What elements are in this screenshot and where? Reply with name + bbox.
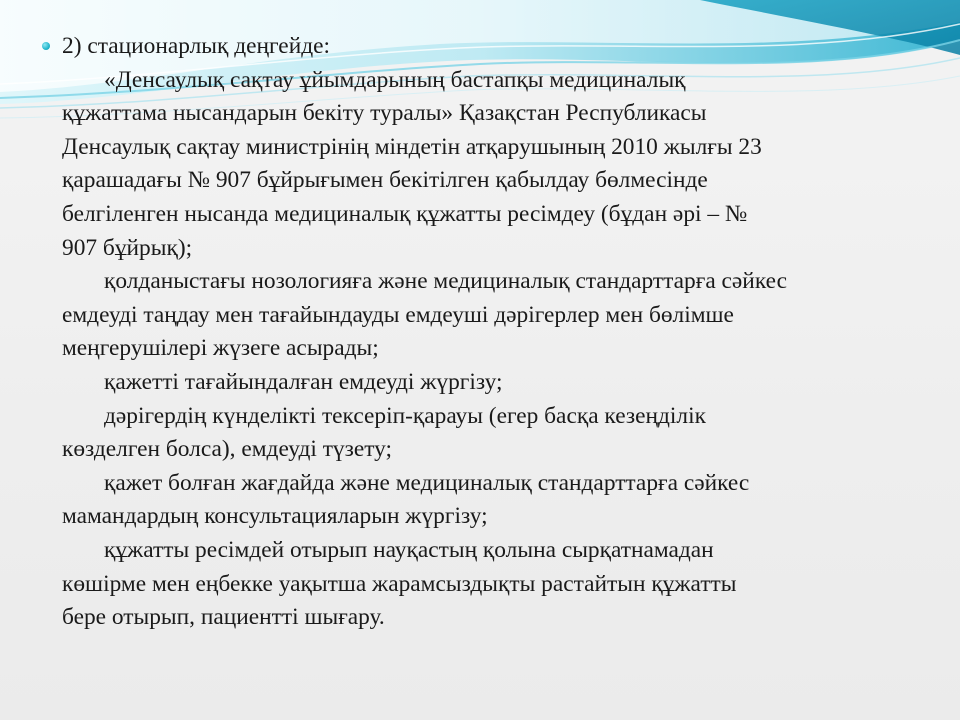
text-line bbox=[42, 433, 932, 467]
line-text: құжатты ресімдей отырып науқастың қолына сырқатнамадан bbox=[104, 536, 714, 563]
line-text: бере отырып, пациентті шығару. bbox=[62, 604, 385, 631]
line-text: 2) стационарлық деңгейде: bbox=[62, 33, 330, 59]
slide-body-text bbox=[42, 30, 932, 635]
line-text: қажет болған жағдайда және медициналық стандарттарға сәйкес bbox=[104, 469, 750, 496]
bullet-line bbox=[42, 30, 932, 64]
text-line bbox=[42, 500, 932, 534]
text-line bbox=[42, 164, 932, 198]
line-text: «Денсаулық сақтау ұйымдарының бастапқы медициналық bbox=[104, 66, 686, 93]
text-line bbox=[42, 332, 932, 366]
text-line bbox=[42, 299, 932, 333]
text-line bbox=[42, 64, 932, 98]
line-text: құжаттама нысандарын бекіту туралы» Қазақстан Республикасы bbox=[62, 100, 707, 127]
line-text: дәрігердің күнделікті тексеріп-қарауы (егер басқа кезеңділік bbox=[104, 402, 706, 429]
line-text: қолданыстағы нозологияға және медициналық стандарттарға сәйкес bbox=[104, 268, 787, 295]
text-line bbox=[42, 400, 932, 434]
line-text: Денсаулық сақтау министрінің міндетін атқарушының 2010 жылғы 23 bbox=[62, 133, 762, 160]
text-line bbox=[42, 97, 932, 131]
line-text: көзделген болса), емдеуді түзету; bbox=[62, 436, 393, 463]
line-text: көшірме мен еңбекке уақытша жарамсыздықты растайтын құжатты bbox=[62, 570, 737, 597]
line-text: мамандардың консультацияларын жүргізу; bbox=[62, 503, 488, 530]
line-text: меңгерушілері жүзеге асырады; bbox=[62, 335, 379, 362]
bullet-dot-icon bbox=[42, 42, 50, 50]
text-line bbox=[42, 232, 932, 266]
line-text: 907 бұйрық); bbox=[62, 234, 193, 261]
text-line bbox=[42, 534, 932, 568]
text-line bbox=[42, 601, 932, 635]
text-line bbox=[42, 467, 932, 501]
text-line bbox=[42, 568, 932, 602]
line-text: белгіленген нысанда медициналық құжатты ресімдеу (бұдан әрі – № bbox=[62, 200, 748, 227]
line-text: қарашадағы № 907 бұйрығымен бекітілген қабылдау бөлмесінде bbox=[62, 167, 708, 194]
line-text: емдеуді таңдау мен тағайындауды емдеуші дәрігерлер мен бөлімше bbox=[62, 301, 734, 328]
text-line bbox=[42, 265, 932, 299]
text-line bbox=[42, 366, 932, 400]
text-line bbox=[42, 131, 932, 165]
text-line bbox=[42, 198, 932, 232]
line-text: қажетті тағайындалған емдеуді жүргізу; bbox=[104, 368, 503, 395]
